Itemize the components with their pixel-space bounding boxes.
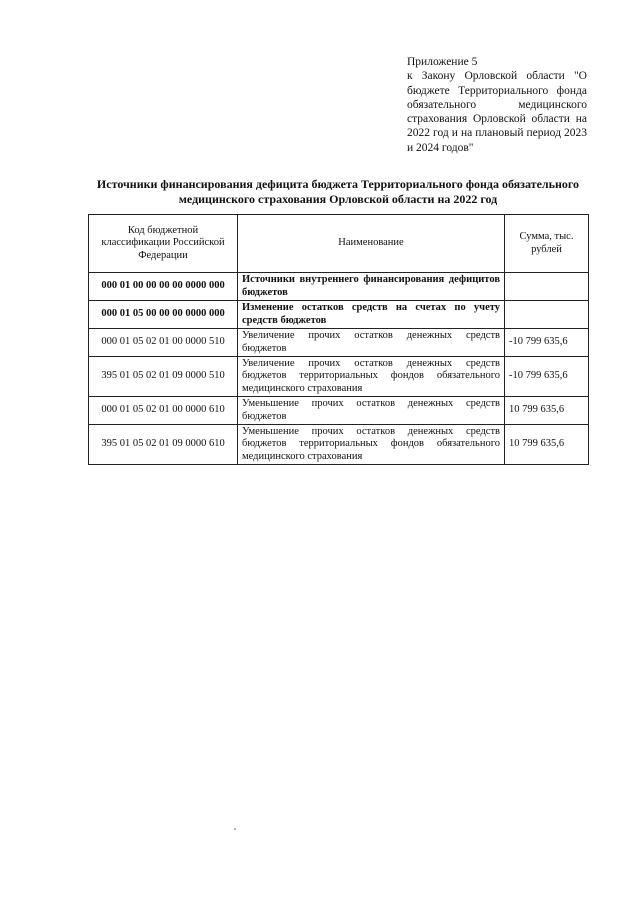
header-sum: Сумма, тыс. рублей: [505, 215, 589, 273]
row-sum: 10 799 635,6: [505, 397, 589, 425]
appendix-number: Приложение 5: [407, 56, 478, 68]
header-code: Код бюджетной классификации Российской Федерации: [89, 215, 238, 273]
row-name: Увеличение прочих остатков денежных средств бюджетов территориальных фондов обязательного медицинского страхования: [238, 357, 505, 397]
row-name: Уменьшение прочих остатков денежных средств бюджетов: [238, 397, 505, 425]
table-row: [89, 329, 589, 357]
row-code: 395 01 05 02 01 09 0000 610: [89, 425, 238, 465]
row-name: Увеличение прочих остатков денежных средств бюджетов: [238, 329, 505, 357]
row-code: 000 01 05 02 01 00 0000 510: [89, 329, 238, 357]
row-code: 000 01 05 00 00 00 0000 000: [89, 301, 238, 329]
row-sum: [505, 301, 589, 329]
row-sum: -10 799 635,6: [505, 357, 589, 397]
document-title: Источники финансирования дефицита бюджета Территориального фонда обязательного медицинского страхования Орловской области на 2022 год: [96, 177, 580, 206]
table-row: [89, 357, 589, 397]
table-row: [89, 273, 589, 301]
row-name: Уменьшение прочих остатков денежных средств бюджетов территориальных фондов обязательного медицинского страхования: [238, 425, 505, 465]
row-sum: -10 799 635,6: [505, 329, 589, 357]
row-code: 000 01 00 00 00 00 0000 000: [89, 273, 238, 301]
appendix-note: [407, 55, 587, 155]
header-name: Наименование: [238, 215, 505, 273]
table-header-row: [89, 215, 589, 273]
row-name: Изменение остатков средств на счетах по учету средств бюджетов: [238, 301, 505, 329]
row-name: Источники внутреннего финансирования дефицитов бюджетов: [238, 273, 505, 301]
appendix-law-reference: к Закону Орловской области "О бюджете Территориального фонда обязательного медицинского страхования Орловской области на 2022 год и на плановый период 2023 и 2024 годов": [407, 70, 587, 154]
financing-sources-table: [88, 214, 589, 465]
table-row: [89, 425, 589, 465]
row-sum: 10 799 635,6: [505, 425, 589, 465]
row-sum: [505, 273, 589, 301]
scan-speck: [234, 828, 236, 830]
table-row: [89, 301, 589, 329]
table-row: [89, 397, 589, 425]
row-code: 000 01 05 02 01 00 0000 610: [89, 397, 238, 425]
row-code: 395 01 05 02 01 09 0000 510: [89, 357, 238, 397]
